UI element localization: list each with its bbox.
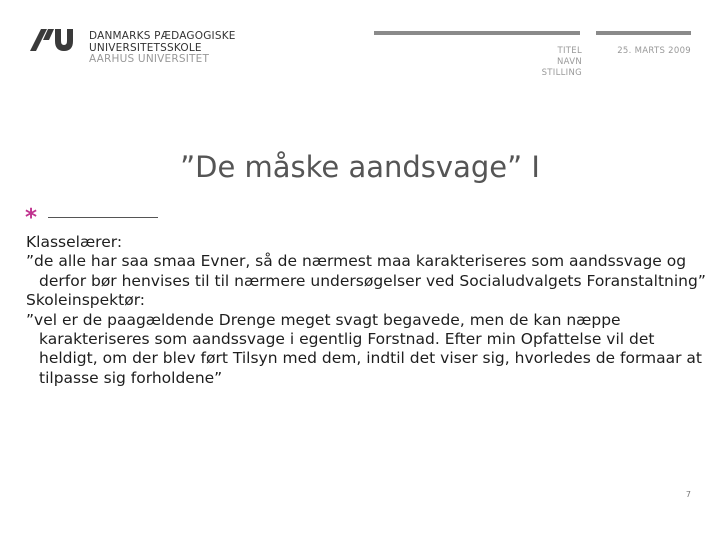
university-logo-icon <box>28 26 76 52</box>
asterisk-bullet-icon: * <box>25 205 38 231</box>
slide-date: 25. MARTS 2009 <box>617 46 691 56</box>
slide-body <box>26 233 706 388</box>
speaker-title: TITEL <box>557 46 582 56</box>
quote-teacher: ”de alle har saa smaa Evner, så de nærmest maa karakteriseres som aandssvage og derfor bør henvises til til nærmere undersøgelser ved Socialudvalgets Foranstaltning” <box>26 252 706 290</box>
slide-title: ”De måske aandsvage” I <box>180 150 540 184</box>
page-number: 7 <box>685 490 691 499</box>
header-bar-speaker <box>374 31 580 35</box>
header-bar-date <box>596 31 691 35</box>
speaker-info <box>542 46 582 79</box>
speaker-position: STILLING <box>541 68 582 78</box>
speaker-label-teacher: Klasselærer: <box>26 233 123 251</box>
org-line: UNIVERSITETSSKOLE <box>89 41 202 54</box>
quote-inspector: ”vel er de paagældende Drenge meget svagt begavede, men de kan næppe karakteriseres som aandssvage i egentlig Forstnad. Efter min Opfattelse vil det heldigt, om der blev ført Tilsyn med dem, indtil det viser sig, hvorledes de formaar at tilpasse sig forholdene” <box>26 310 703 387</box>
title-divider <box>48 217 158 218</box>
org-line: DANMARKS PÆDAGOGISKE <box>89 30 236 42</box>
org-line: AARHUS UNIVERSITET <box>89 53 210 65</box>
speaker-label-inspector: Skoleinspektør: <box>26 291 146 310</box>
speaker-name: NAVN <box>556 57 582 67</box>
organization-name <box>89 31 236 66</box>
